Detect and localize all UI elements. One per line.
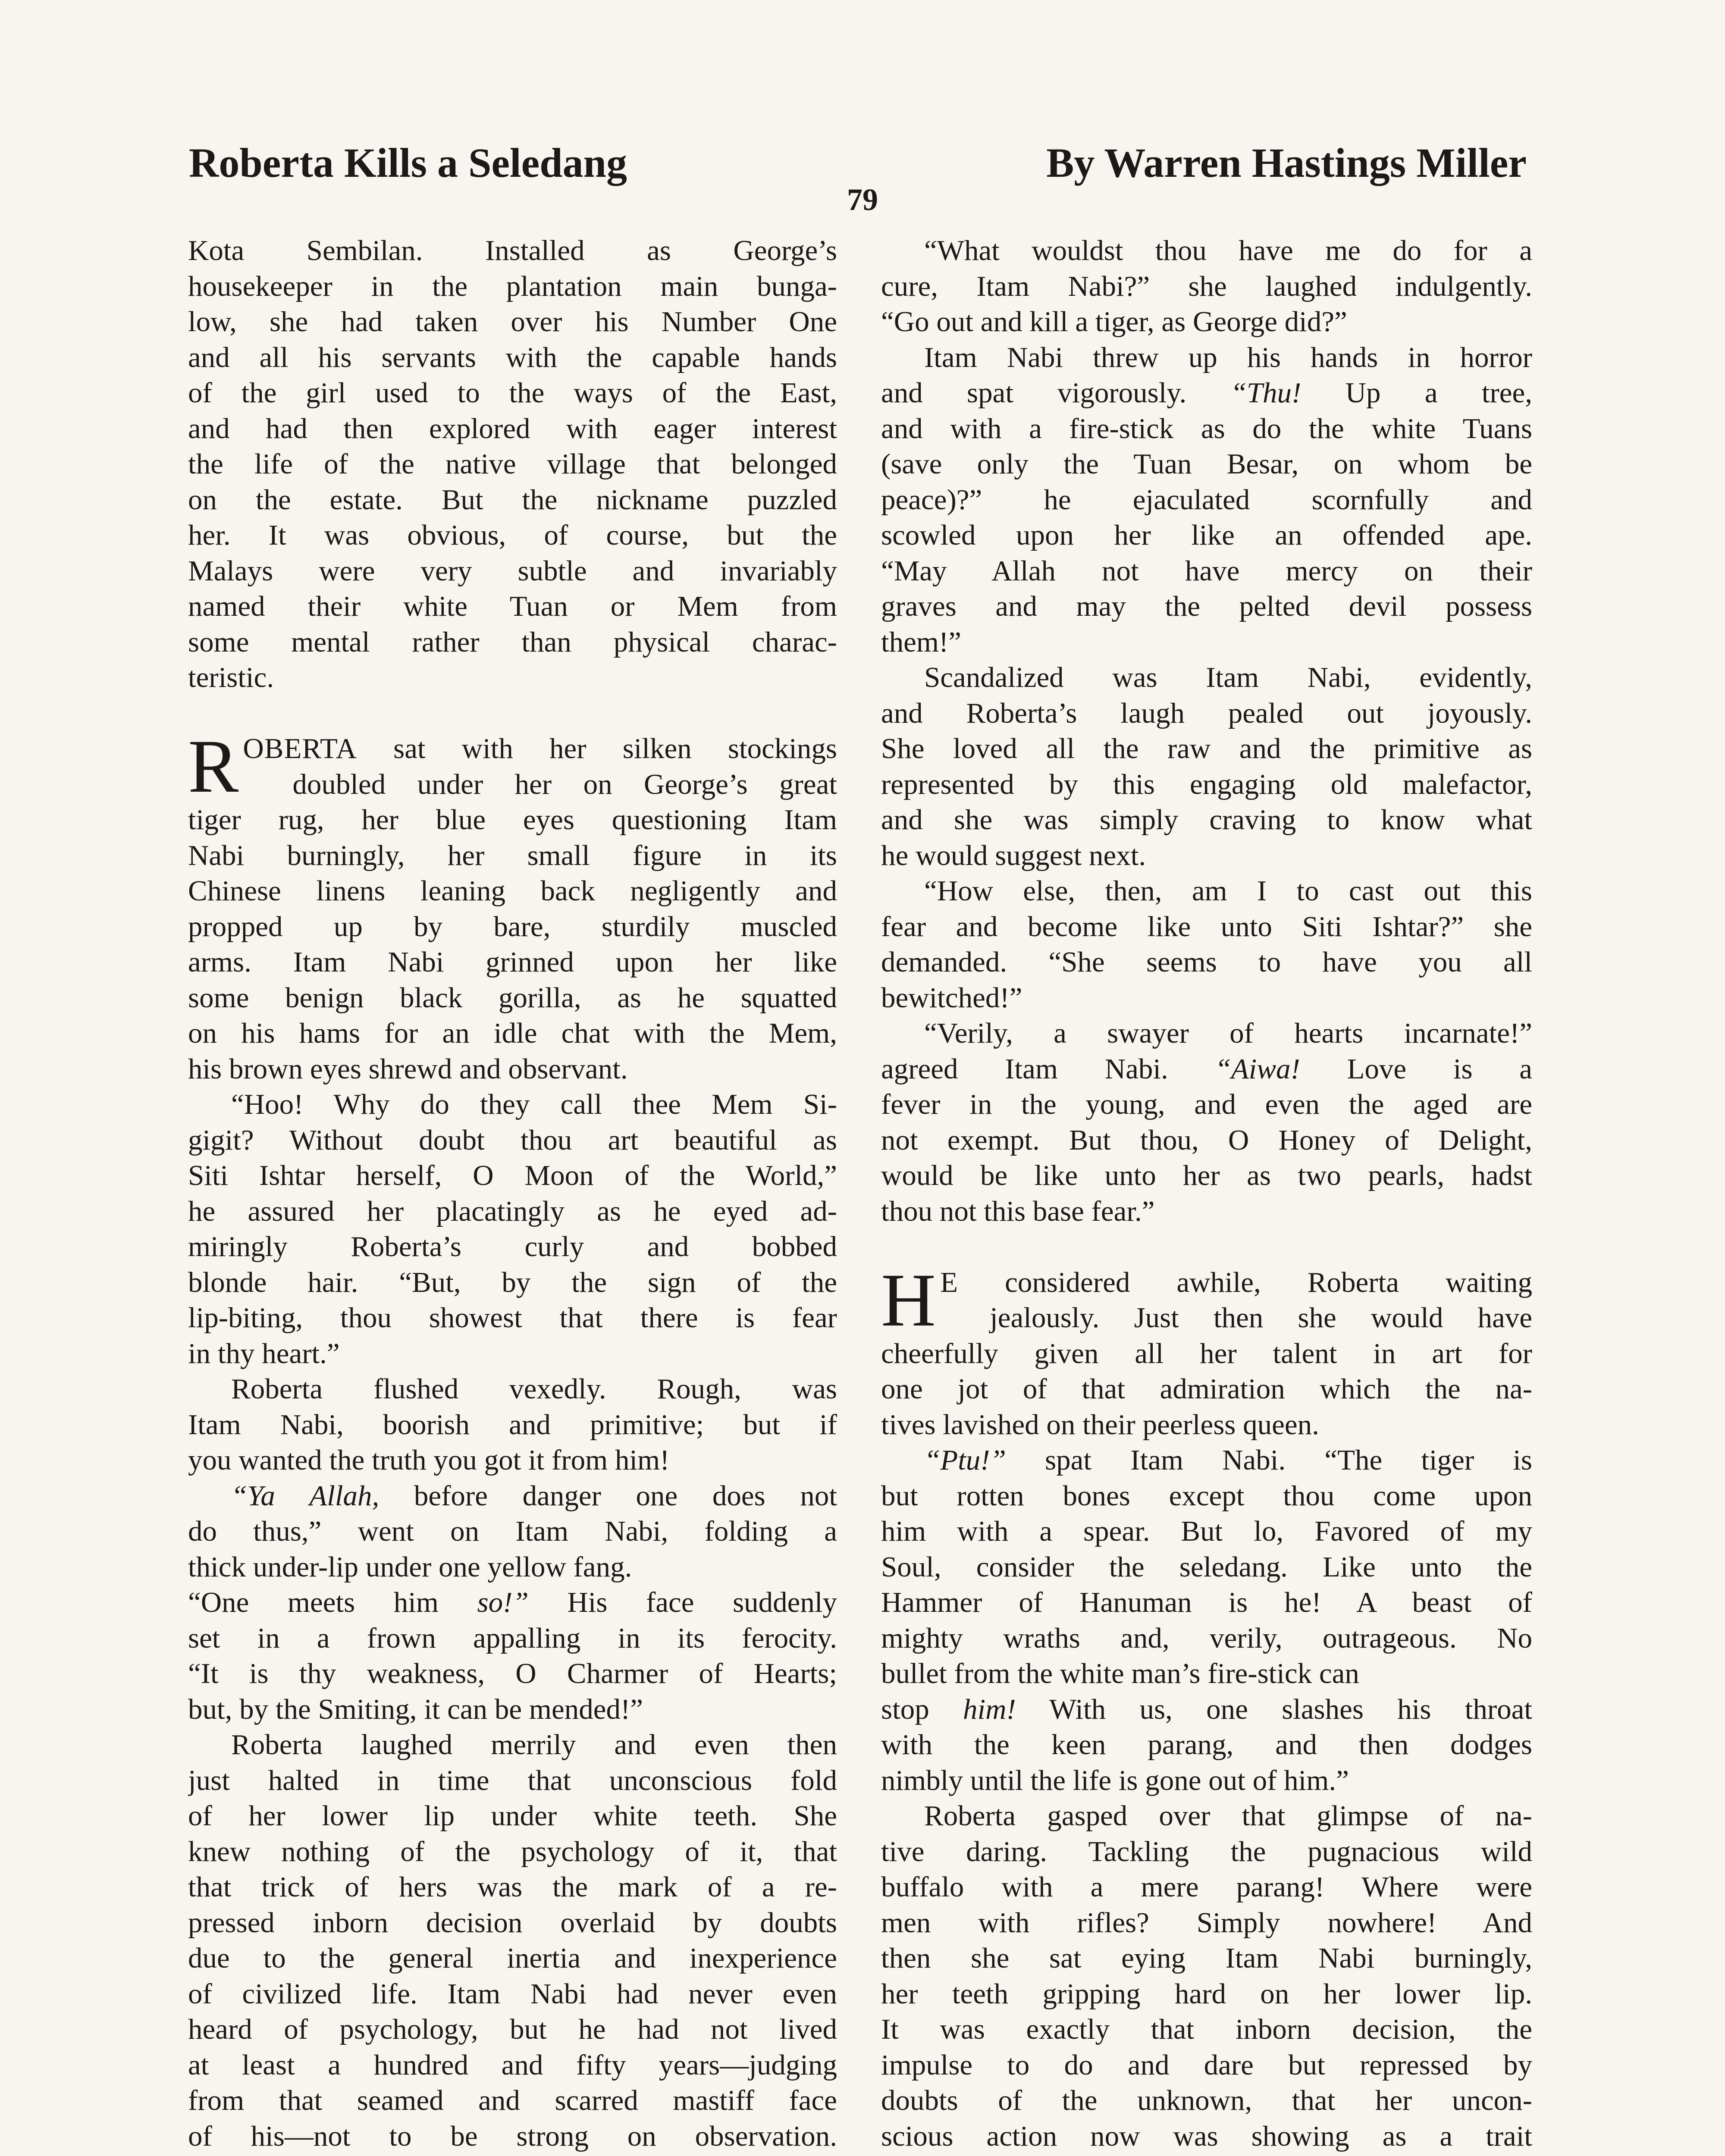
text-line: and Roberta’s laugh pealed out joyously. [881,697,1532,729]
text-line: arms. Itam Nabi grinned upon her like [188,946,837,978]
text-line: of her lower lip under white teeth. She [188,1800,837,1832]
text-line: Scandalized was Itam Nabi, evidently, [924,661,1532,693]
text-line: set in a frown appalling in its ferocity. [188,1622,837,1654]
drop-cap: R [188,724,239,808]
text-line: named their white Tuan or Mem from [188,590,837,622]
text-line: then she sat eying Itam Nabi burningly, [881,1942,1532,1974]
story-byline: By Warren Hastings Miller [1046,140,1527,186]
text-fragment: Up a tree, [1301,377,1532,409]
text-line: sat with her silken stockings [357,733,837,765]
paragraph [188,1478,837,1727]
text-line: Roberta laughed merrily and even then [231,1729,837,1761]
text-line: considered awhile, Roberta waiting [958,1266,1532,1298]
text-line: just halted in time that unconscious fold [188,1764,837,1796]
text-line: cure, Itam Nabi?” she laughed indulgently. [881,270,1532,302]
text-line: teristic. [188,661,274,693]
text-line: them!” [881,626,962,658]
text-line: would be like unto her as two pearls, hadst [881,1159,1532,1191]
text-line: “Hoo! Why do they call thee Mem Si- [231,1088,837,1120]
text-line [881,2154,1532,2156]
text-line: with the keen parang, and then dodges [881,1729,1532,1761]
text-line: Itam Nabi threw up his hands in horror [924,341,1532,373]
text-line: She loved all the raw and the primitive as [881,733,1532,765]
paragraph [881,340,1532,660]
text-line: buffalo with a mere parang! Where were [881,1871,1532,1903]
paragraph [188,1371,837,1478]
text-line: of his—not to be strong on observation. [188,2120,837,2152]
text-fragment: stop [881,1693,963,1725]
text-line: cheerfully given all her talent in art for [881,1337,1532,1369]
italic-phrase: “Thu! [1230,377,1302,409]
text-line: spat Itam Nabi. “The tiger is [1006,1444,1532,1476]
text-line: “It is thy weakness, O Charmer of Hearts; [188,1658,837,1689]
paragraph [188,1727,837,2156]
text-line: some benign black gorilla, as he squatted [188,981,837,1014]
story-title: Roberta Kills a Seledang [189,140,627,186]
text-line: his brown eyes shrewd and observant. [188,1053,628,1085]
text-line: one jot of that admiration which the na- [881,1373,1532,1405]
text-fragment: and spat vigorously. [881,377,1231,409]
text-line [188,2154,837,2156]
text-line: Siti Ishtar herself, O Moon of the World,” [188,1159,837,1191]
text-line: graves and may the pelted devil possess [881,590,1532,622]
text-line: Chinese linens leaning back negligently and [188,875,837,907]
italic-phrase: him! [963,1693,1016,1725]
text-line: not exempt. But thou, O Honey of Delight, [881,1124,1532,1156]
text-line: you wanted the truth you got it from him! [188,1444,670,1476]
text-line: pressed inborn decision overlaid by doubts [188,1906,837,1939]
text-line: housekeeper in the plantation main bunga- [188,270,837,302]
text-line: represented by this engaging old malefactor, [881,768,1532,800]
italic-phrase: so!” [477,1586,529,1618]
text-line: Nabi burningly, her small figure in its [188,839,837,871]
text-line: Roberta flushed vexedly. Rough, was [231,1373,837,1405]
text-fragment: Love is a [1300,1053,1532,1085]
text-fragment: His face suddenly [528,1586,837,1618]
text-line: men with rifles? Simply nowhere! And [881,1906,1532,1939]
text-line: propped up by bare, sturdily muscled [188,910,837,943]
text-line: doubts of the unknown, that her uncon- [881,2084,1532,2116]
left-column [188,233,837,2156]
text-line: thick under-lip under one yellow fang. [188,1551,632,1583]
text-line: “Go out and kill a tiger, as George did?” [881,306,1347,338]
text-line: at least a hundred and fifty years—judging [188,2049,837,2081]
text-line: jealously. Just then she would have [990,1302,1532,1334]
text-line: “How else, then, am I to cast out this [924,875,1532,907]
paragraph [881,873,1532,1015]
text-line: Malays were very subtle and invariably [188,555,837,587]
text-line: and all his servants with the capable hands [188,341,837,373]
text-line: before danger one does not [379,1479,837,1512]
text-line: Roberta gasped over that glimpse of na- [924,1800,1532,1832]
paragraph [881,1015,1532,1229]
text-line: and had then explored with eager interest [188,412,837,445]
paragraph [881,1798,1532,2156]
paragraph [188,1087,837,1371]
text-line: It was exactly that inborn decision, the [881,2013,1532,2045]
paragraph-dropcap [188,724,837,1087]
text-line: in thy heart.” [188,1337,340,1369]
text-line: “What wouldst thou have me do for a [924,235,1532,266]
text-line: (save only the Tuan Besar, on whom be [881,448,1532,480]
text-line: him with a spear. But lo, Favored of my [881,1515,1532,1547]
paragraph [188,233,837,696]
text-line: thou not this base fear.” [881,1195,1155,1227]
text-line: of civilized life. Itam Nabi had never even [188,1977,837,2010]
text-line: gigit? Without doubt thou art beautiful as [188,1124,837,1156]
text-line: low, she had taken over his Number One [188,306,837,338]
text-line: lip-biting, thou showest that there is fear [188,1302,837,1334]
text-line: and with a fire-stick as do the white Tuans [881,412,1532,445]
text-line: and she was simply craving to know what [881,804,1532,836]
small-caps-word: OBERTA [243,733,358,765]
paragraph [881,233,1532,340]
text-line: demanded. “She seems to have you all [881,946,1532,978]
text-fragment: “One meets him [188,1586,477,1618]
text-line: the life of the native village that belonged [188,448,837,480]
text-line: Soul, consider the seledang. Like unto the [881,1551,1532,1583]
text-line: scious action now was showing as a trait [881,2120,1532,2152]
text-line: do thus,” went on Itam Nabi, folding a [188,1515,837,1547]
text-line: doubled under her on George’s great [292,768,837,800]
text-line: bewitched!” [881,981,1022,1014]
text-line: Kota Sembilan. Installed as George’s [188,235,837,266]
page-number: 79 [847,182,878,217]
text-line: on his hams for an idle chat with the Mem, [188,1017,837,1049]
text-line: her teeth gripping hard on her lower lip. [881,1977,1532,2010]
text-fragment: With us, one slashes his throat [1016,1693,1532,1725]
text-line: tiger rug, her blue eyes questioning Itam [188,804,837,836]
text-line: that trick of hers was the mark of a re- [188,1871,837,1903]
text-line: miringly Roberta’s curly and bobbed [188,1231,837,1263]
text-fragment: agreed Itam Nabi. [881,1053,1215,1085]
text-line: nimbly until the life is gone out of him.” [881,1764,1349,1796]
text-line: her. It was obvious, of course, but the [188,519,837,551]
paragraph [881,1442,1532,1798]
text-line: from that seamed and scarred mastiff face [188,2084,837,2116]
italic-phrase: “Ptu!” [924,1444,1006,1476]
text-line: he would suggest next. [881,839,1146,871]
text-line: on the estate. But the nickname puzzled [188,483,837,516]
text-line: scowled upon her like an offended ape. [881,519,1532,551]
text-line: mighty wraths and, verily, outrageous. No [881,1622,1532,1654]
text-line: Itam Nabi, boorish and primitive; but if [188,1408,837,1441]
text-line: bullet from the white man’s fire-stick can [881,1658,1359,1689]
text-line: fear and become like unto Siti Ishtar?” she [881,910,1532,943]
text-line: but rotten bones except thou come upon [881,1479,1532,1512]
paragraph-dropcap [881,1258,1532,1443]
text-line: he assured her placatingly as he eyed ad- [188,1195,837,1227]
text-line: but, by the Smiting, it can be mended!” [188,1693,643,1725]
text-line: heard of psychology, but he had not lived [188,2013,837,2045]
text-line: “May Allah not have mercy on their [881,555,1532,587]
text-line: fever in the young, and even the aged are [881,1088,1532,1120]
text-line: due to the general inertia and inexperience [188,1942,837,1974]
text-line: blonde hair. “But, by the sign of the [188,1266,837,1298]
italic-phrase: “Aiwa! [1215,1053,1300,1085]
text-line: of the girl used to the ways of the East, [188,377,837,409]
text-line: tive daring. Tackling the pugnacious wild [881,1835,1532,1868]
text-line: impulse to do and dare but repressed by [881,2049,1532,2081]
text-line: “Verily, a swayer of hearts incarnate!” [924,1017,1532,1049]
paragraph [881,660,1532,873]
text-line: Hammer of Hanuman is he! A beast of [881,1586,1532,1618]
text-line: knew nothing of the psychology of it, that [188,1835,837,1868]
drop-cap: H [881,1258,936,1342]
italic-phrase: “Ya Allah, [231,1479,380,1512]
text-line: tives lavished on their peerless queen. [881,1408,1319,1441]
small-caps-word: E [940,1266,959,1298]
text-line: peace)?” he ejaculated scornfully and [881,483,1532,516]
text-line: some mental rather than physical charac- [188,626,837,658]
right-column [881,233,1532,2156]
